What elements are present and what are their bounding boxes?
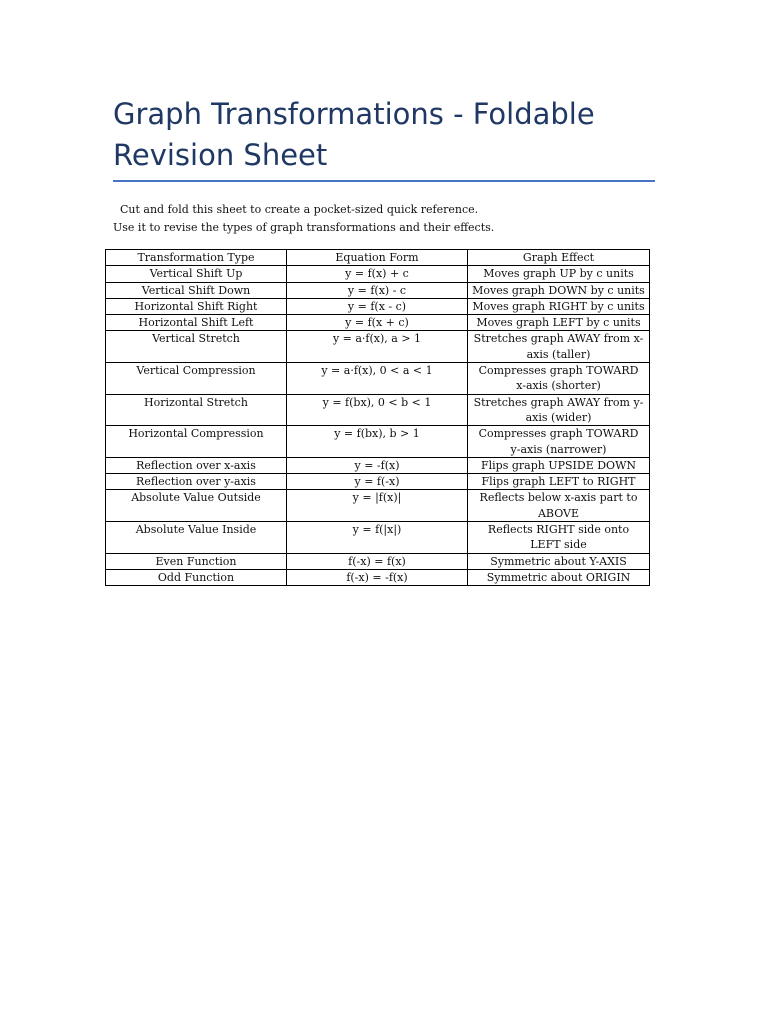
equation-form-cell: y = f(x) + c [287,266,468,282]
equation-form-cell: y = f(-x) [287,474,468,490]
table-row [106,457,650,473]
transformation-type-cell: Horizontal Shift Left [106,315,287,331]
table-row [106,553,650,569]
graph-effect-cell: Symmetric about ORIGIN [468,569,650,585]
table-row [106,394,650,426]
transformation-type-cell: Even Function [106,553,287,569]
transformations-table [105,249,650,586]
transformation-type-cell: Horizontal Stretch [106,394,287,426]
transformation-type-cell: Horizontal Compression [106,426,287,458]
graph-effect-cell: Moves graph UP by c units [468,266,650,282]
table-row [106,490,650,522]
table-row [106,522,650,554]
transformation-type-cell: Reflection over x-axis [106,457,287,473]
graph-effect-cell: Compresses graph TOWARD x-axis (shorter) [468,363,650,395]
graph-effect-cell: Stretches graph AWAY from x-axis (taller) [468,331,650,363]
equation-form-cell: y = -f(x) [287,457,468,473]
column-header: Graph Effect [468,250,650,266]
table-row [106,426,650,458]
intro-line: Use it to revise the types of graph transformations and their effects. [113,220,495,234]
transformation-type-cell: Reflection over y-axis [106,474,287,490]
graph-effect-cell: Moves graph RIGHT by c units [468,298,650,314]
equation-form-cell: y = a·f(x), 0 < a < 1 [287,363,468,395]
graph-effect-cell: Flips graph LEFT to RIGHT [468,474,650,490]
equation-form-cell: f(-x) = f(x) [287,553,468,569]
graph-effect-cell: Reflects RIGHT side onto LEFT side [468,522,650,554]
graph-effect-cell: Symmetric about Y-AXIS [468,553,650,569]
transformation-type-cell: Horizontal Shift Right [106,298,287,314]
table-row [106,363,650,395]
transformation-type-cell: Absolute Value Outside [106,490,287,522]
title-underline [113,180,655,182]
transformation-type-cell: Vertical Compression [106,363,287,395]
table-row [106,315,650,331]
transformation-type-cell: Odd Function [106,569,287,585]
equation-form-cell: y = f(bx), b > 1 [287,426,468,458]
equation-form-cell: y = |f(x)| [287,490,468,522]
graph-effect-cell: Flips graph UPSIDE DOWN [468,457,650,473]
graph-effect-cell: Reflects below x-axis part to ABOVE [468,490,650,522]
equation-form-cell: y = f(x - c) [287,298,468,314]
table-header-row [106,250,650,266]
table-row [106,331,650,363]
page-title: Graph Transformations - Foldable Revision Sheet [113,97,595,172]
equation-form-cell: y = f(x + c) [287,315,468,331]
table-row [106,474,650,490]
transformation-type-cell: Vertical Stretch [106,331,287,363]
column-header: Equation Form [287,250,468,266]
table-row [106,266,650,282]
graph-effect-cell: Moves graph LEFT by c units [468,315,650,331]
column-header: Transformation Type [106,250,287,266]
graph-effect-cell: Compresses graph TOWARD y-axis (narrower) [468,426,650,458]
graph-effect-cell: Stretches graph AWAY from y-axis (wider) [468,394,650,426]
intro-text [113,201,673,236]
table-row [106,569,650,585]
transformation-type-cell: Absolute Value Inside [106,522,287,554]
table-row [106,282,650,298]
equation-form-cell: y = f(x) - c [287,282,468,298]
equation-form-cell: y = a·f(x), a > 1 [287,331,468,363]
transformation-type-cell: Vertical Shift Up [106,266,287,282]
equation-form-cell: y = f(bx), 0 < b < 1 [287,394,468,426]
equation-form-cell: f(-x) = -f(x) [287,569,468,585]
transformation-type-cell: Vertical Shift Down [106,282,287,298]
intro-line: Cut and fold this sheet to create a pocket-sized quick reference. [113,203,479,216]
graph-effect-cell: Moves graph DOWN by c units [468,282,650,298]
equation-form-cell: y = f(|x|) [287,522,468,554]
table-row [106,298,650,314]
